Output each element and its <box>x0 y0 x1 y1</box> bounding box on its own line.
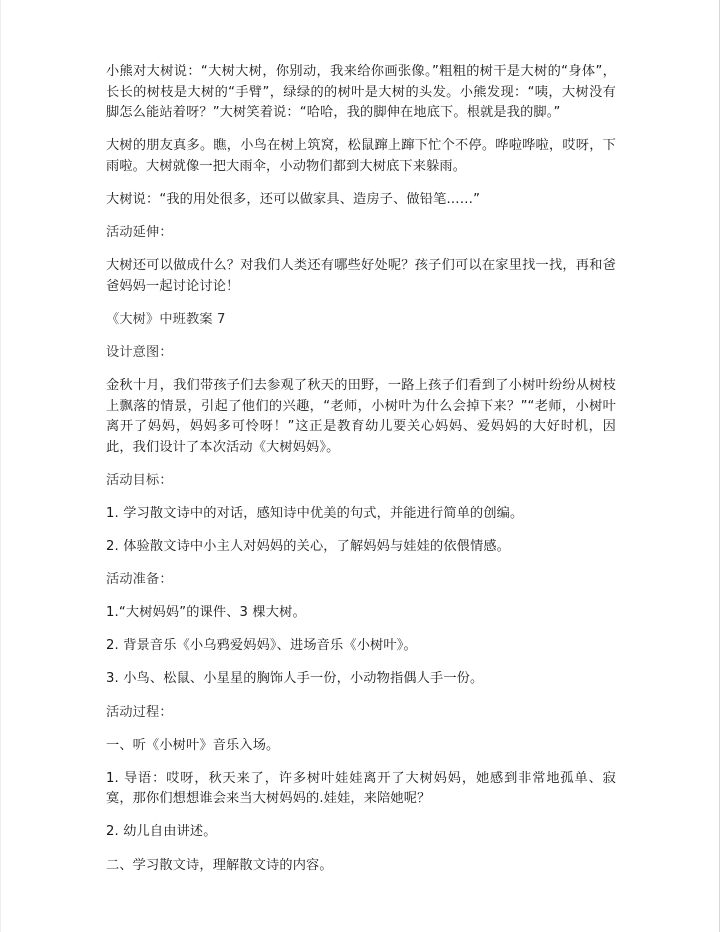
document-body <box>106 62 616 889</box>
section-heading-design-intent: 设计意图： <box>106 344 173 360</box>
design-intent-text: 金秋十月，我们带孩子们去参观了秋天的田野，一路上孩子们看到了小树叶纷纷从树枝上飘落的情景，引起了他们的兴趣，“老师，小树叶为什么会掉下来？”“老师，小树叶离开了妈妈，妈妈多可怜呀！”这正是教育幼儿要关心妈妈、爱妈妈的大好时机，因此，我们设计了本次活动《大树妈妈》。 <box>106 378 616 455</box>
story-paragraph-tree-friends: 大树的朋友真多。瞧，小鸟在树上筑窝，松鼠蹿上蹿下忙个不停。哗啦哗啦，哎呀，下雨啦。大树就像一把大雨伞，小动物们都到大树底下来躲雨。 <box>106 138 616 174</box>
activity-goal-item: 2. 体验散文诗中小主人对妈妈的关心，了解妈妈与娃娃的依偎情感。 <box>106 539 511 555</box>
activity-extension-text: 大树还可以做成什么？对我们人类还有哪些好处呢？孩子们可以在家里找一找，再和爸爸妈妈一起讨论讨论！ <box>106 258 616 294</box>
section-heading-activity-extension: 活动延伸： <box>106 225 173 241</box>
lesson-plan-title: 《大树》中班教案 7 <box>106 311 226 327</box>
story-paragraph-bear-draws-tree: 小熊对大树说：“大树大树，你别动，我来给你画张像。”粗粗的树干是大树的“身体”，长长的树枝是大树的“手臂”，绿绿的的树叶是大树的头发。小熊发现：“咦，大树没有脚怎么能站着呀？”大树笑着说：“哈哈，我的脚伸在地底下。根就是我的脚。” <box>106 64 616 121</box>
process-step-heading: 二、学习散文诗，理解散文诗的内容。 <box>106 857 333 873</box>
process-step-item: 2. 幼儿自由讲述。 <box>106 824 217 840</box>
process-step-item: 1. 导语：哎呀，秋天来了，许多树叶娃娃离开了大树妈妈，她感到非常地孤单、寂寞，那你们想想谁会来当大树妈妈的.娃娃，来陪她呢？ <box>106 770 616 807</box>
page-left-edge <box>0 0 1 932</box>
story-paragraph-tree-uses: 大树说：“我的用处很多，还可以做家具、造房子、做铅笔……” <box>106 191 481 207</box>
preparation-item: 3. 小鸟、松鼠、小星星的胸饰人手一份，小动物指偶人手一份。 <box>106 671 484 687</box>
activity-goal-item: 1. 学习散文诗中的对话，感知诗中优美的句式，并能进行简单的创编。 <box>106 506 524 521</box>
process-step-heading: 一、听《小树叶》音乐入场。 <box>106 737 280 753</box>
section-heading-activity-goals: 活动目标： <box>106 472 173 488</box>
preparation-item: 2. 背景音乐《小乌鸦爱妈妈》、进场音乐《小树叶》。 <box>106 638 417 654</box>
section-heading-activity-process: 活动过程： <box>106 704 173 720</box>
preparation-item: 1.“大树妈妈”的课件、3 棵大树。 <box>106 605 306 621</box>
section-heading-activity-preparation: 活动准备： <box>106 572 173 588</box>
